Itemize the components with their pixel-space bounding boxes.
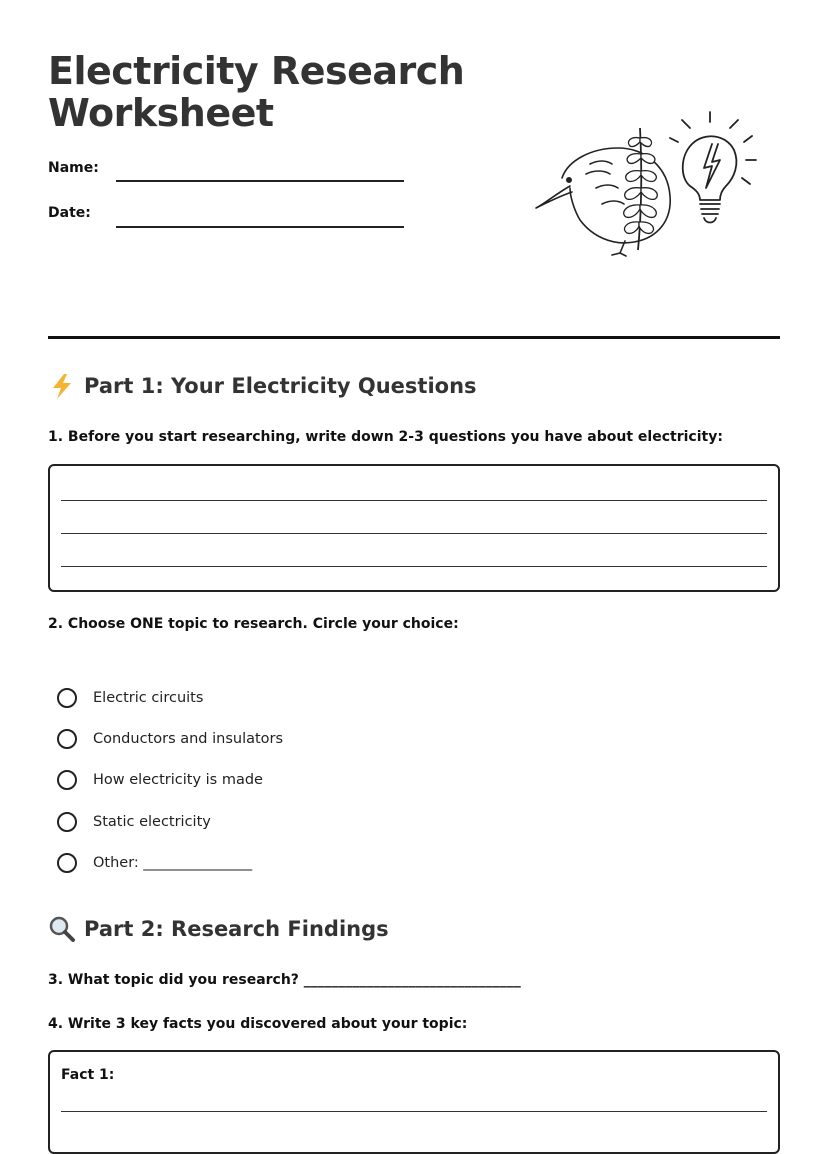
lightning-icon [48,372,76,400]
radio-circle[interactable] [57,770,77,790]
fact-1-box[interactable] [48,1050,780,1154]
part1-heading [48,372,477,400]
questions-answer-box[interactable] [48,464,780,592]
kiwi-bird-icon [536,148,670,256]
question-1: 1. Before you start researching, write down 2-3 questions you have about electricity: [48,429,723,445]
section-divider [48,336,780,339]
option-label: Electric circuits [93,689,204,706]
part2-heading-text: Part 2: Research Findings [84,917,389,941]
part1-heading-text: Part 1: Your Electricity Questions [84,374,477,398]
question-3: 3. What topic did you research? _______________________________ [48,972,521,988]
name-field[interactable] [116,180,404,182]
radio-circle[interactable] [57,729,77,749]
part2-heading [48,915,389,943]
topic-option[interactable] [57,801,283,842]
date-label: Date: [48,205,91,221]
name-label: Name: [48,160,99,176]
page-title [48,50,464,134]
fern-icon [624,128,658,250]
date-field[interactable] [116,226,404,228]
option-label: Other: _______________ [93,855,253,872]
title-line-1: Electricity Research [48,49,465,93]
radio-circle[interactable] [57,853,77,873]
magnifier-icon [48,915,76,943]
topic-option[interactable] [57,677,283,718]
radio-circle[interactable] [57,688,77,708]
option-label: Conductors and insulators [93,731,284,748]
question-2: 2. Choose ONE topic to research. Circle your choice: [48,616,459,632]
answer-line[interactable] [61,1111,767,1112]
answer-line[interactable] [61,500,767,501]
radio-circle[interactable] [57,812,77,832]
question-4: 4. Write 3 key facts you discovered about your topic: [48,1016,468,1032]
answer-line[interactable] [61,533,767,534]
kiwi-lightbulb-illustration [530,108,760,258]
title-line-2: Worksheet [48,91,274,135]
topic-option[interactable] [57,760,283,801]
option-label: How electricity is made [93,772,263,789]
option-label: Static electricity [93,813,211,830]
fact-1-label: Fact 1: [61,1067,115,1083]
topic-option[interactable] [57,843,283,884]
topic-options [57,677,283,884]
lightbulb-icon [670,112,756,223]
answer-line[interactable] [61,566,767,567]
topic-option[interactable] [57,718,283,759]
